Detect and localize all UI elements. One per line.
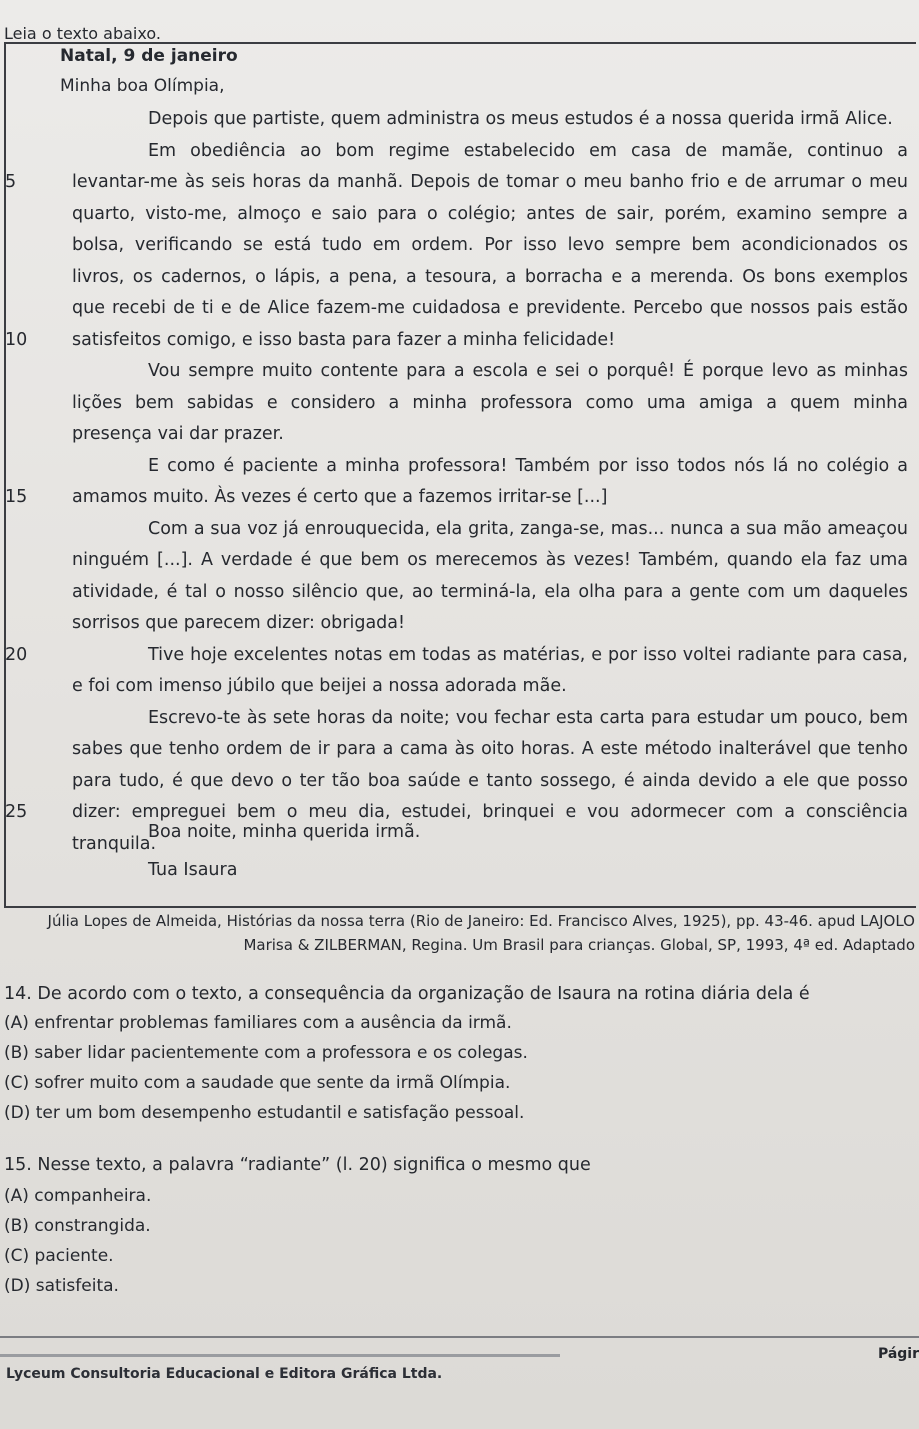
instruction: Leia o texto abaixo.	[4, 24, 161, 43]
line-text: sabes que tenho ordem de ir para a cama às oito horas. A este método inalterável que tenho	[72, 739, 908, 759]
line-text: dizer: empreguei bem o meu dia, estudei, brinquei e vou adormecer com a consciência	[72, 802, 908, 822]
line-text: ninguém [...]. A verdade é que bem os merecemos às vezes! Também, quando ela faz uma	[72, 550, 908, 570]
line-text: que recebi de ti e de Alice fazem-me cuidadosa e previdente. Percebo que nossos pais estão	[72, 298, 908, 318]
line-text: lições bem sabidas e considero a minha professora como uma amiga a quem minha	[72, 392, 908, 413]
question-15-option-a[interactable]: (A) companheira.	[4, 1186, 152, 1206]
question-15-option-c[interactable]: (C) paciente.	[4, 1246, 114, 1266]
line-text: amamos muito. Às vezes é certo que a fazemos irritar-se [...]	[72, 487, 608, 507]
line-text: e foi com imenso júbilo que beijei a nossa adorada mãe.	[72, 676, 567, 696]
line-number: 5	[5, 172, 17, 192]
source-citation-line-1: Júlia Lopes de Almeida, Histórias da nossa terra (Rio de Janeiro: Ed. Francisco Alves, 1925), pp. 43-46. apud LAJOLO	[47, 912, 915, 930]
question-15-stem: 15. Nesse texto, a palavra “radiante” (l. 20) significa o mesmo que	[4, 1155, 591, 1175]
question-15-option-d[interactable]: (D) satisfeita.	[4, 1276, 119, 1296]
line-text: Com a sua voz já enrouquecida, ela grita, zanga-se, mas... nunca a sua mão ameaçou	[148, 518, 908, 539]
question-14-stem: 14. De acordo com o texto, a consequência da organização de Isaura na rotina diária dela é	[4, 984, 810, 1004]
question-15-option-b[interactable]: (B) constrangida.	[4, 1216, 151, 1236]
line-text: Em obediência ao bom regime estabelecido em casa de mamãe, continuo a	[148, 140, 908, 161]
footer-divider-secondary	[0, 1354, 560, 1357]
question-14-option-a[interactable]: (A) enfrentar problemas familiares com a ausência da irmã.	[4, 1013, 512, 1033]
line-number: 10	[5, 329, 28, 350]
line-text: Tive hoje excelentes notas em todas as matérias, e por isso voltei radiante para casa,	[148, 644, 908, 665]
page-label: Págir	[877, 1346, 919, 1362]
line-text: tranquila.	[72, 833, 157, 854]
source-citation-line-2: Marisa & ZILBERMAN, Regina. Um Brasil para crianças. Global, SP, 1993, 4ª ed. Adaptado	[243, 936, 915, 954]
letter-date: Natal, 9 de janeiro	[60, 46, 238, 66]
line-number: 15	[5, 487, 28, 507]
line-number: 25	[5, 802, 28, 822]
line-text: sorrisos que parecem dizer: obrigada!	[72, 613, 406, 633]
letter-greeting: Minha boa Olímpia,	[60, 76, 225, 96]
footer-divider	[0, 1336, 919, 1338]
line-number: 20	[5, 644, 28, 665]
letter-signature: Tua Isaura	[148, 860, 238, 880]
publisher-name: Lyceum Consultoria Educacional e Editora Gráfica Ltda.	[6, 1366, 443, 1382]
line-text: livros, os cadernos, o lápis, a pena, a tesoura, a borracha e a merenda. Os bons exemplos	[72, 266, 908, 287]
letter-box	[4, 42, 916, 908]
letter-closing: Boa noite, minha querida irmã.	[148, 822, 421, 842]
line-text: bolsa, verificando se está tudo em ordem. Por isso levo sempre bem acondicionados os	[72, 235, 908, 255]
line-text: levantar-me às seis horas da manhã. Depois de tomar o meu banho frio e de arrumar o meu	[72, 172, 908, 192]
line-text: quarto, visto-me, almoço e saio para o colégio; antes de sair, porém, examino sempre a	[72, 203, 908, 224]
line-text: Vou sempre muito contente para a escola e sei o porquê! É porque levo as minhas	[148, 361, 908, 381]
question-14-option-d[interactable]: (D) ter um bom desempenho estudantil e satisfação pessoal.	[4, 1103, 525, 1123]
line-text: E como é paciente a minha professora! Também por isso todos nós lá no colégio a	[148, 455, 908, 476]
question-14-option-c[interactable]: (C) sofrer muito com a saudade que sente da irmã Olímpia.	[4, 1073, 511, 1093]
line-text: Escrevo-te às sete horas da noite; vou fechar esta carta para estudar um pouco, bem	[148, 707, 908, 728]
line-text: atividade, é tal o nosso silêncio que, ao terminá-la, ela olha para a gente com um daqueles	[72, 581, 908, 602]
line-text: Depois que partiste, quem administra os meus estudos é a nossa querida irmã Alice.	[148, 109, 893, 129]
line-text: para tudo, é que devo o ter tão boa saúde e tanto sossego, é ainda devido a ele que posso	[72, 770, 908, 791]
question-14-option-b[interactable]: (B) saber lidar pacientemente com a professora e os colegas.	[4, 1043, 528, 1063]
line-text: presença vai dar prazer.	[72, 424, 284, 444]
line-text: satisfeitos comigo, e isso basta para fazer a minha felicidade!	[72, 329, 616, 350]
